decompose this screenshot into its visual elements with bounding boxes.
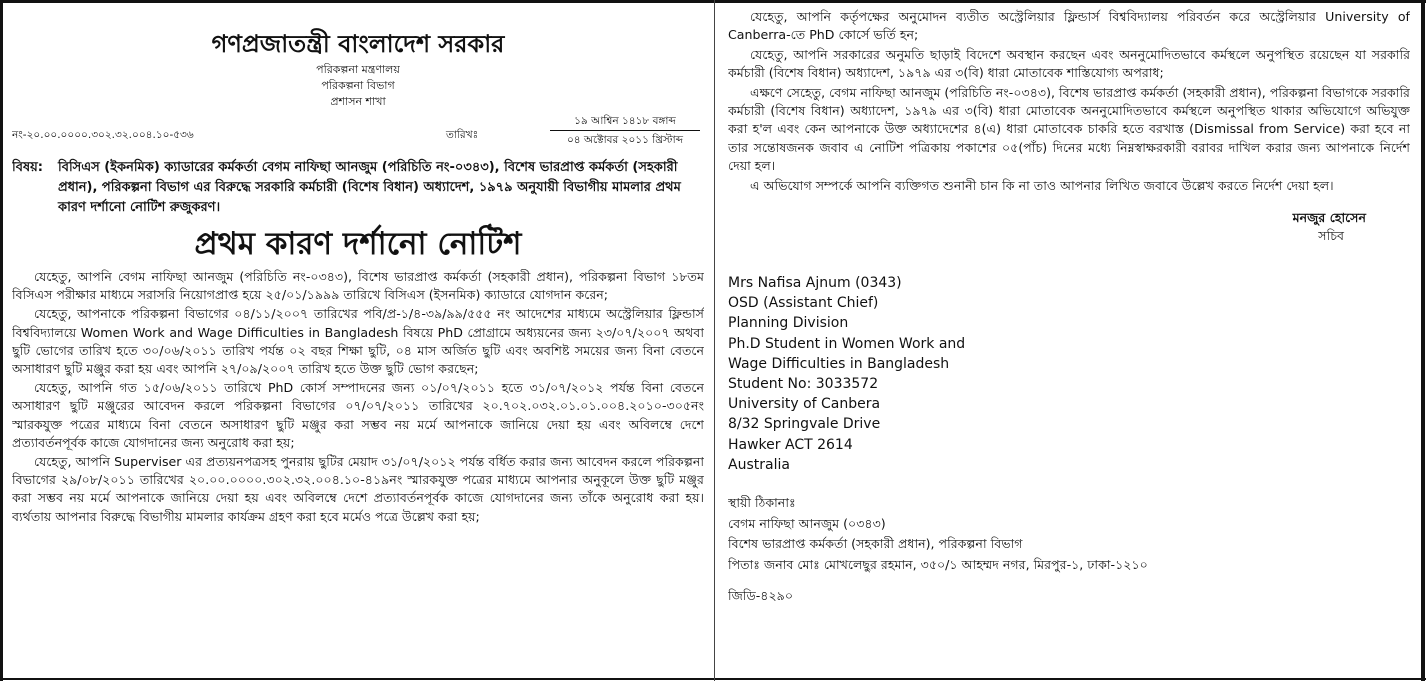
body-paragraph: যেহেতু, আপনি বেগম নাফিছা আনজুম (পরিচিতি নং-০৩৪৩), বিশেষ ভারপ্রাপ্ত কর্মকর্তা (সহকারী প্রধান), পরিকল্পনা বিভাগ ১৮তম বিসিএস পরীক্ষার মাধ্যমে সরাসরি নিয়োগপ্রাপ্ত হয়ে ২৫/০১/১৯৯৯ তারিখে বিসিএস (ইসনমিক) ক্যাডারে যোগদান করেন;: [12, 269, 704, 303]
frame-border-top: [0, 0, 1426, 3]
permanent-address-line: পিতাঃ জনাব মোঃ মোখলেছুর রহমান, ৩৫০/১ আহম্মদ নগর, মিরপুর-১, ঢাকা-১২১০: [728, 556, 1148, 572]
signature-block: [728, 209, 1410, 245]
permanent-address-heading: স্থায়ী ঠিকানাঃ: [728, 495, 796, 511]
branch-name: প্রশাসন শাখা: [330, 95, 386, 108]
memo-number: নং-২০.০০.০০০০.৩০২.৩২.০০৪.১০-৫৩৬: [12, 129, 194, 141]
frame-border-bottom: [0, 678, 1426, 680]
address-line: Planning Division: [728, 315, 849, 332]
address-line: Hawker ACT 2614: [728, 436, 853, 453]
body-paragraph: এক্ষণে সেহেতু, বেগম নাফিছা আনজুম (পরিচিতি নং-০৩৪৩), বিশেষ ভারপ্রাপ্ত কর্মকর্তা (সহকারী প্রধান), পরিকল্পনা বিভাগকে সরকারি কর্মচারী (বিশেষ বিধান) অধ্যাদেশ, ১৯৭৯ এর ৩(বি) ধারা মোতাবেক অননুমোদিতভাবে কর্মস্থলে অনুপস্থিত থাকার অভিযোগে অভিযুক্ত করা হ'ল এবং কেন আপনাকে উক্ত অধ্যাদেশের ৪(এ) ধারা মোতাবেক চাকরি হতে বরখাস্ত (Dismissal from Service) করা হবে না তার সন্তোষজনক জবাব এ নোটিশ পত্রিকায় পকাশের ০৫(পাঁচ) দিনের মধ্যে নিম্নস্বাক্ষরকারী বরাবর দাখিল করার জন্য আপনাকে নির্দেশ দেয়া হল।: [728, 84, 1410, 174]
date-bangla: ১৯ আশ্বিন ১৪১৮ বঙ্গাব্দ: [550, 114, 700, 131]
permanent-address: [728, 493, 1410, 575]
notice-title: প্রথম কারণ দর্শানো নোটিশ: [194, 226, 522, 262]
permanent-address-line: বেগম নাফিছা আনজুম (০৩৪৩): [728, 515, 886, 531]
body-paragraph: যেহেতু, আপনি Superviser এর প্রত্যয়নপত্রসহ পুনরায় ছুটির মেয়াদ ৩১/০৭/২০১২ পর্যন্ত বর্ধিত করার জন্য আবেদন করলে পরিকল্পনা বিভাগের ২৯/০৮/২০১১ তারিখের ২০.০০.০০০০.৩০২.৩২.০০৪.১০-৪১৯নং স্মারকযুক্ত পত্রের মাধ্যমে আপনার অনুকূলে উক্ত ছুটি মঞ্জুর করা সম্ভব নয় মর্মে আপনাকে জানিয়ে দেয়া হয় এবং অবিলম্বে দেশে প্রত্যাবর্তনপূর্বক কাজে যোগদানের জন্য তাঁকে অনুরোধ করা হয়। ব্যর্থতায় আপনার বিরুদ্ধে বিভাগীয় মামলার কার্যক্রম গ্রহণ করা হবে মর্মেও পত্রে উল্লেখ করা হয়;: [12, 454, 704, 524]
address-line: Australia: [728, 456, 790, 473]
left-column: [12, 8, 704, 676]
subject-text: বিসিএস (ইকনমিক) ক্যাডারের কর্মকর্তা বেগম নাফিছা আনজুম (পরিচিতি নং-০৩৪৩), বিশেষ ভারপ্রাপ্ত কর্মকর্তা (সহকারী প্রধান), পরিকল্পনা বিভাগ এর বিরুদ্ধে সরকারি কর্মচারী (বিশেষ বিধান) অধ্যাদেশ, ১৯৭৯ অনুযায়ী বিভাগীয় মামলার প্রথম কারণ দর্শানো নোটিশ রুজুকরণ।: [58, 160, 681, 215]
office-hierarchy: [12, 62, 704, 110]
address-line: 8/32 Springvale Drive: [728, 416, 881, 433]
recipient-address: [728, 273, 1410, 475]
column-divider: [714, 0, 715, 681]
signatory-name: মনজুর হোসেন: [1292, 210, 1366, 226]
subject-label: বিষয়:: [12, 160, 43, 175]
body-paragraph: এ অভিযোগ সম্পর্কে আপনি ব্যক্তিগত শুনানী চান কি না তাও আপনার লিখিত জবাবে উল্লেখ করতে নির্দেশ দেয়া হল।: [750, 177, 1334, 193]
subject-block: [12, 158, 704, 218]
address-line: Student No: 3033572: [728, 376, 879, 393]
address-line: Mrs Nafisa Ajnum (0343): [728, 275, 902, 292]
date-block: [550, 114, 700, 147]
gd-number: জিডি-৪২৯০: [728, 588, 794, 604]
address-line: Ph.D Student in Women Work and: [728, 335, 966, 352]
date-gregorian: ০৪ অক্টোবর ২০১১ খ্রিস্টাব্দ: [566, 134, 683, 146]
frame-border-right: [1421, 0, 1425, 681]
signatory-title: সচিব: [1318, 228, 1344, 244]
address-line: OSD (Assistant Chief): [728, 295, 879, 312]
address-line: Wage Difficulties in Bangladesh: [728, 355, 950, 372]
body-paragraph: যেহেতু, আপনি গত ১৫/০৬/২০১১ তারিখে PhD কোর্স সম্পাদনের জন্য ০১/০৭/২০১১ হতে ৩১/০৭/২০১২ পর্যন্ত বিনা বেতনে অসাধারণ ছুটি মঞ্জুরের আবেদন করলে পরিকল্পনা বিভাগের ০৭/০৭/২০১১ তারিখের ২০.৭০২.০৩২.০১.০১.০০৪.২০১০-৩০৫নং স্মারকযুক্ত পত্রের মাধ্যমে বিনা বেতনে অসাধারণ ছুটি মঞ্জুর করা সম্ভব নয় মর্মে আপনাকে জানিয়ে দেয়া হয় এবং অবিলম্বে দেশে প্রত্যাবর্তনপূর্বক কাজে যোগদানের জন্য অনুরোধ করা হয়;: [12, 380, 704, 450]
division-name: পরিকল্পনা বিভাগ: [321, 79, 395, 92]
address-line: University of Canbera: [728, 396, 881, 413]
body-paragraph: যেহেতু, আপনাকে পরিকল্পনা বিভাগের ০৪/১১/২০০৭ তারিখের পবি/প্র-১/৪-৩৯/৯৯/৫৫৫ নং আদেশের মাধ্যমে অস্ট্রেলিয়ার ফ্লিন্ডার্স বিশ্ববিদ্যালয়ে Women Work and Wage Difficulties in Bangladesh বিষয়ে PhD প্রোগ্রামে অধ্যয়নের জন্য ২৩/০৭/২০০৭ অথবা ছুটি ভোগের তারিখ হতে ৩০/০৬/২০১১ তারিখ পর্যন্ত ০২ বছর শিক্ষা ছুটি, ০৪ মাস অর্জিত ছুটি এবং অবশিষ্ট সময়ের জন্য বিনা বেতনে অসাধারণ ছুটি মঞ্জুর করা হয় এবং আপনি ২৭/০৯/২০০৭ তারিখ হতে উক্ত ছুটি ভোগ করছেন;: [12, 306, 704, 377]
reference-row: [12, 112, 704, 152]
right-column: [728, 8, 1410, 676]
frame-border-left: [0, 0, 3, 681]
body-paragraph: যেহেতু, আপনি সরকারের অনুমতি ছাড়াই বিদেশে অবস্থান করছেন এবং অননুমোদিতভাবে কর্মস্থলে অনুপস্থিত রয়েছেন যা সরকারি কর্মচারী (বিশেষ বিধান) অধ্যাদেশ, ১৯৭৯ এর ৩(বি) ধারা মোতাবেক শাস্তিযোগ্য অপরাধ;: [728, 46, 1410, 81]
ministry-name: পরিকল্পনা মন্ত্রণালয়: [316, 63, 400, 76]
date-label: তারিখঃ: [446, 129, 479, 141]
permanent-address-line: বিশেষ ভারপ্রাপ্ত কর্মকর্তা (সহকারী প্রধান), পরিকল্পনা বিভাগ: [728, 536, 1023, 552]
body-paragraph: যেহেতু, আপনি কর্তৃপক্ষের অনুমোদন ব্যতীত অস্ট্রেলিয়ার ফ্লিন্ডার্স বিশ্ববিদ্যালয় পরিবর্তন করে অস্ট্রেলিয়ার University of Canberra-তে PhD কোর্সে ভর্তি হন;: [728, 9, 1410, 43]
government-title: গণপ্রজাতন্ত্রী বাংলাদেশ সরকার: [211, 30, 505, 58]
